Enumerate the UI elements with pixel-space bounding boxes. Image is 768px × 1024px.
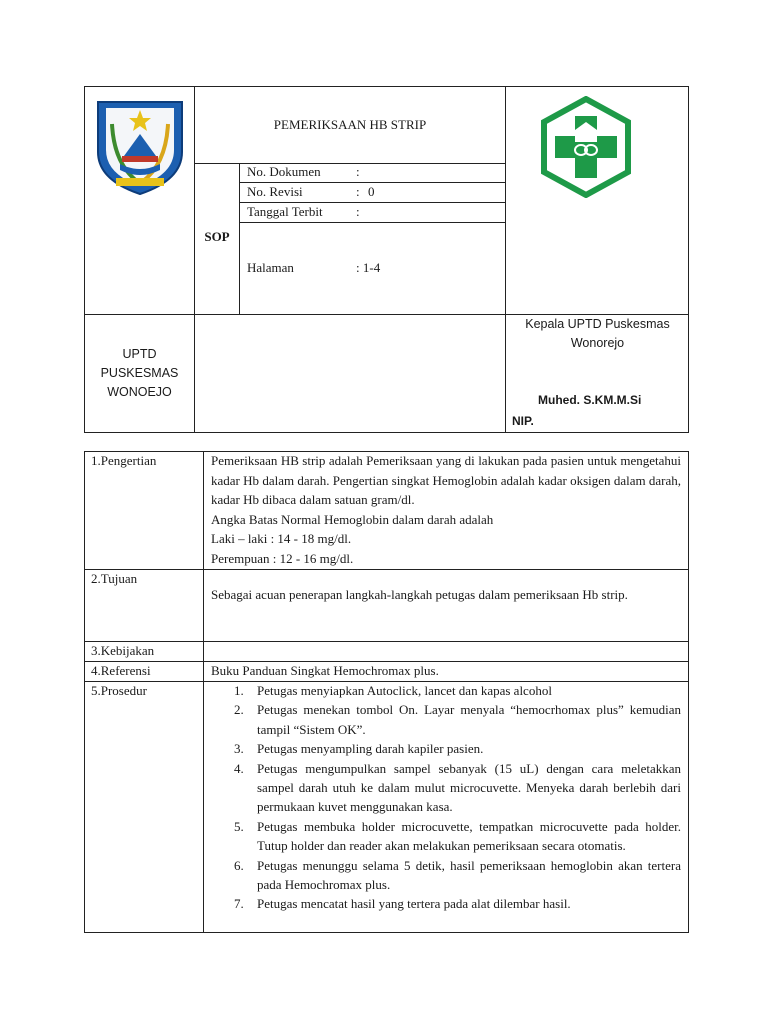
- procedure-step: [205, 700, 681, 739]
- page-value: : 1-4: [356, 260, 381, 275]
- step-number: 5.: [234, 818, 244, 834]
- step-number: 2.: [234, 702, 244, 718]
- org-name-line: WONOEJO: [107, 385, 172, 399]
- step-number: 4.: [234, 760, 244, 776]
- section-label-prosedur: 5.Prosedur: [91, 683, 147, 698]
- sop-label: SOP: [204, 229, 230, 244]
- procedure-step: [205, 759, 681, 817]
- table-divider: [84, 569, 689, 570]
- table-divider: [84, 641, 689, 642]
- issue-date-label: Tanggal Terbit: [247, 204, 323, 219]
- step-text: Petugas mengumpulkan sampel sebanyak (15 uL) dengan cara meletakkan sampel darah utuh ke dalam mulut microcuvette. Menyeka darah berlebih dari permukaan kuvet menggunakan kasa.: [257, 760, 681, 815]
- pengertian-paragraph: Pemeriksaan HB strip adalah Pemeriksaan yang di lakukan pada pasien untuk mengetahui kadar Hb dalam darah. Pengertian singkat Hemoglobin adalah kadar oksigen dalam darah, kadar Hb dibaca dalam satuan gram/dl.: [211, 453, 681, 507]
- signer-name: Muhed. S.KM.M.Si: [538, 393, 642, 407]
- doc-number-label: No. Dokumen: [247, 164, 321, 179]
- section-label-pengertian: 1.Pengertian: [91, 453, 157, 468]
- section-label-referensi: 4.Referensi: [91, 663, 151, 678]
- document-title: PEMERIKSAAN HB STRIP: [273, 117, 427, 132]
- step-text: Petugas menunggu selama 5 detik, hasil pemeriksaan hemoglobin akan tertera pada Hemochromax plus.: [257, 857, 681, 893]
- org-name: [85, 345, 194, 402]
- step-text: Petugas menekan tombol On. Layar menyala “hemocrhomax plus” kemudian tampil “Sistem OK”.: [257, 702, 681, 737]
- issue-date-sep: :: [356, 204, 360, 219]
- section-body-referensi: Buku Panduan Singkat Hemochromax plus.: [211, 663, 439, 678]
- table-divider: [84, 661, 689, 662]
- procedure-step: [205, 856, 681, 895]
- puskesmas-logo: [540, 96, 632, 198]
- pengertian-line: Angka Batas Normal Hemoglobin dalam darah adalah: [211, 511, 494, 527]
- signer-title: [506, 315, 689, 353]
- section-body-tujuan: Sebagai acuan penerapan langkah-langkah petugas dalam pemeriksaan Hb strip.: [211, 587, 628, 602]
- header-divider: [194, 86, 195, 433]
- header-divider: [505, 86, 506, 433]
- regional-emblem-logo: [94, 94, 186, 196]
- procedure-steps: [205, 681, 681, 914]
- step-number: 3.: [234, 741, 244, 757]
- revision-sep: :: [356, 184, 360, 199]
- pengertian-line: Perempuan : 12 - 16 mg/dl.: [211, 550, 354, 566]
- section-body-pengertian: [211, 451, 681, 568]
- org-name-line: PUSKESMAS: [100, 366, 179, 380]
- procedure-step: [205, 894, 681, 913]
- page-label: Halaman: [247, 260, 294, 275]
- section-label-kebijakan: 3.Kebijakan: [91, 643, 155, 658]
- table-divider: [203, 451, 204, 933]
- step-text: Petugas membuka holder microcuvette, tempatkan microcuvette pada holder. Tutup holder dan reader akan melakukan pemeriksaan secara otomatis.: [257, 818, 681, 854]
- revision-label: No. Revisi: [247, 184, 303, 199]
- procedure-step: [205, 817, 681, 856]
- step-text: Petugas mencatat hasil yang tertera pada alat dilembar hasil.: [257, 896, 571, 912]
- revision-value: 0: [368, 184, 375, 199]
- org-name-line: UPTD: [122, 347, 157, 361]
- step-text: Petugas menyampling darah kapiler pasien.: [257, 741, 484, 757]
- section-label-tujuan: 2.Tujuan: [91, 571, 138, 586]
- procedure-step: [205, 681, 681, 700]
- step-number: 1.: [234, 683, 244, 698]
- signer-nip: NIP.: [512, 414, 534, 428]
- header-divider: [194, 163, 505, 164]
- header-divider: [239, 202, 505, 203]
- pengertian-line: Laki – laki : 14 - 18 mg/dl.: [211, 531, 352, 546]
- doc-number-sep: :: [356, 164, 360, 179]
- header-divider: [239, 163, 240, 314]
- header-divider: [239, 182, 505, 183]
- procedure-step: [205, 739, 681, 758]
- signer-title-line: Wonorejo: [570, 336, 625, 350]
- signer-title-line: Kepala UPTD Puskesmas: [525, 317, 670, 331]
- step-text: Petugas menyiapkan Autoclick, lancet dan kapas alcohol: [257, 683, 552, 698]
- header-divider: [239, 222, 505, 223]
- step-number: 7.: [234, 896, 244, 912]
- step-number: 6.: [234, 857, 244, 873]
